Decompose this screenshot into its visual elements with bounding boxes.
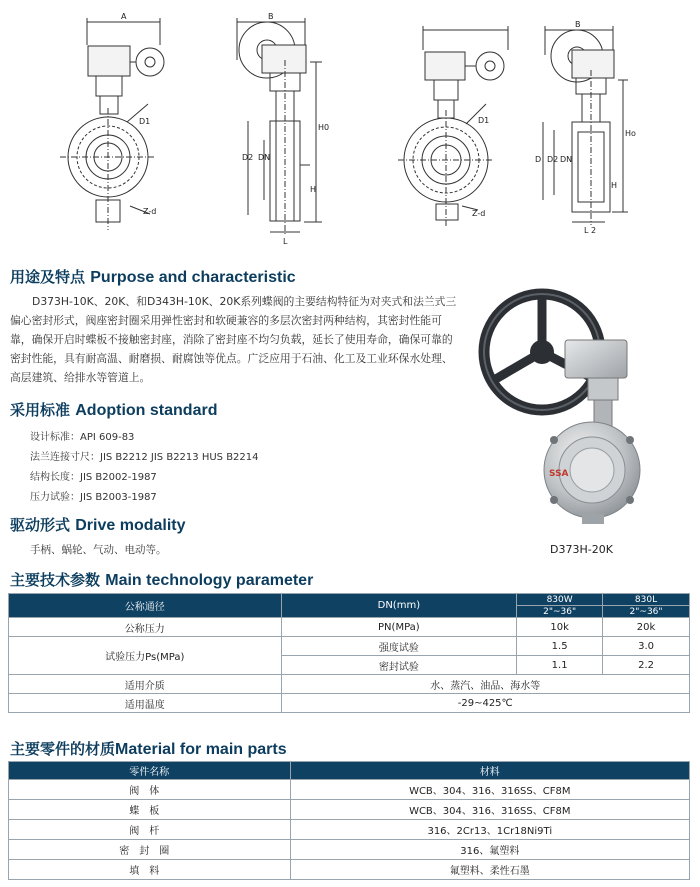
pressure-l: 20k bbox=[603, 618, 690, 637]
dim-label-d1: D1 bbox=[139, 117, 151, 126]
strength-w: 1.5 bbox=[517, 637, 603, 656]
table-row bbox=[9, 860, 690, 880]
dim-label-l: L bbox=[283, 237, 288, 246]
part-material: WCB、304、316、316SS、CF8M bbox=[290, 800, 689, 820]
dim-label-d1-b: D1 bbox=[478, 116, 490, 125]
part-material: 316、2Cr13、1Cr18Ni9Ti bbox=[290, 820, 689, 840]
standard-item: 结构长度：JIS B2002-1987 bbox=[30, 472, 157, 483]
dim-label-ho: Ho bbox=[625, 129, 636, 138]
tech-title-cn: 主要技术参数 bbox=[10, 571, 101, 589]
material-col-material: 材料 bbox=[290, 762, 689, 780]
side-view-drawing-2 bbox=[237, 18, 322, 235]
dim-label-dn-b: DN bbox=[560, 155, 573, 164]
dim-label-d2-b: D2 bbox=[547, 155, 559, 164]
pressure-name: 公称压力 bbox=[9, 618, 282, 637]
part-name: 密封圈 bbox=[9, 840, 291, 860]
table-row bbox=[9, 780, 690, 800]
table-row bbox=[9, 800, 690, 820]
table-row bbox=[9, 694, 690, 713]
drive-heading bbox=[10, 514, 186, 535]
part-material: 氟塑料、柔性石墨 bbox=[290, 860, 689, 880]
purpose-title-en: Purpose and characteristic bbox=[90, 269, 296, 286]
tech-header-row bbox=[9, 594, 690, 606]
material-table bbox=[8, 761, 690, 880]
table-row bbox=[9, 840, 690, 860]
dim-label-b: B bbox=[268, 12, 274, 21]
tech-col-l: 830L bbox=[603, 594, 690, 606]
dim-label-zd: Z-d bbox=[143, 207, 157, 216]
pressure-unit: PN(MPa) bbox=[281, 618, 517, 637]
dim-label-dn: DN bbox=[258, 153, 271, 162]
table-row bbox=[9, 820, 690, 840]
medium-name: 适用介质 bbox=[9, 675, 282, 694]
strength-l: 3.0 bbox=[603, 637, 690, 656]
dim-label-h0: H0 bbox=[318, 123, 330, 132]
tech-range-w: 2"~36" bbox=[517, 606, 603, 618]
technical-drawings bbox=[0, 0, 700, 250]
tech-heading bbox=[10, 569, 313, 590]
tech-col-w: 830W bbox=[517, 594, 603, 606]
strength-test-name: 强度试验 bbox=[281, 637, 517, 656]
drive-title-en: Drive modality bbox=[75, 517, 186, 534]
part-material: 316、氟塑料 bbox=[290, 840, 689, 860]
dim-label-h-b: H bbox=[611, 181, 618, 190]
purpose-title-cn: 用途及特点 bbox=[10, 268, 86, 286]
temp-value: -29~425℃ bbox=[281, 694, 689, 713]
valve-photo bbox=[470, 280, 695, 525]
part-material: WCB、304、316、316SS、CF8M bbox=[290, 780, 689, 800]
dim-label-h: H bbox=[310, 185, 317, 194]
tech-col-unit: DN(mm) bbox=[281, 594, 517, 618]
dim-label-zd-b: Z-d bbox=[472, 209, 486, 218]
standard-item: 压力试验：JIS B2003-1987 bbox=[30, 492, 157, 503]
photo-caption: D373H-20K bbox=[550, 543, 613, 556]
table-row bbox=[9, 637, 690, 656]
dim-label-d2: D2 bbox=[242, 153, 254, 162]
temp-name: 适用温度 bbox=[9, 694, 282, 713]
front-view-drawing-3 bbox=[398, 26, 508, 228]
adoption-title-cn: 采用标准 bbox=[10, 401, 71, 419]
seal-test-name: 密封试验 bbox=[281, 656, 517, 675]
purpose-text: D373H-10K、20K、和D343H-10K、20K系列蝶阀的主要结构特征为对夹式和法兰式三偏心密封形式，阀座密封圈采用弹性密封和软硬兼容的多层次密封两种结构，其密封性能可靠，确保开启时蝶板不接触密封座，消除了密封座不均匀负载，延长了使用寿命，确保可靠的密封性能，具有耐高温、耐磨损、耐腐蚀等优点。广泛应用于石油、化工及工业环保水处理、高层建筑、给排水等管道上。 bbox=[10, 295, 457, 384]
tech-title-en: Main technology parameter bbox=[105, 572, 314, 589]
tech-table bbox=[8, 593, 690, 713]
part-name: 阀体 bbox=[9, 780, 291, 800]
part-name: 填料 bbox=[9, 860, 291, 880]
material-header-row bbox=[9, 762, 690, 780]
part-name: 阀杆 bbox=[9, 820, 291, 840]
standard-item: 法兰连接寸尺：JIS B2212 JIS B2213 HUS B2214 bbox=[30, 452, 259, 463]
medium-value: 水、蒸汽、油品、海水等 bbox=[281, 675, 689, 694]
standard-item: 设计标准：API 609-83 bbox=[30, 432, 135, 443]
seal-l: 2.2 bbox=[603, 656, 690, 675]
adoption-heading bbox=[10, 399, 217, 420]
dim-label-a: A bbox=[121, 12, 127, 21]
dim-label-b-b: B bbox=[575, 20, 581, 29]
test-pressure-name: 试验压力Ps(MPa) bbox=[9, 637, 282, 675]
adoption-title-en: Adoption standard bbox=[75, 402, 218, 419]
material-title-cn: 主要零件的材质 bbox=[10, 740, 116, 758]
tech-col-name: 公称通径 bbox=[9, 594, 282, 618]
side-view-drawing-4 bbox=[543, 26, 628, 225]
purpose-heading bbox=[10, 266, 296, 287]
body-marking: SSA bbox=[549, 469, 569, 479]
dim-label-d: D bbox=[535, 155, 542, 164]
table-row bbox=[9, 618, 690, 637]
material-heading bbox=[10, 738, 287, 759]
pressure-w: 10k bbox=[517, 618, 603, 637]
seal-w: 1.1 bbox=[517, 656, 603, 675]
dim-label-l2: L 2 bbox=[584, 226, 597, 235]
material-col-part: 零件名称 bbox=[9, 762, 291, 780]
drive-title-cn: 驱动形式 bbox=[10, 516, 71, 534]
tech-range-l: 2"~36" bbox=[603, 606, 690, 618]
table-row bbox=[9, 675, 690, 694]
material-title-en: Material for main parts bbox=[115, 741, 287, 758]
part-name: 蝶板 bbox=[9, 800, 291, 820]
drive-text: 手柄、蜗轮、气动、电动等。 bbox=[30, 544, 167, 556]
